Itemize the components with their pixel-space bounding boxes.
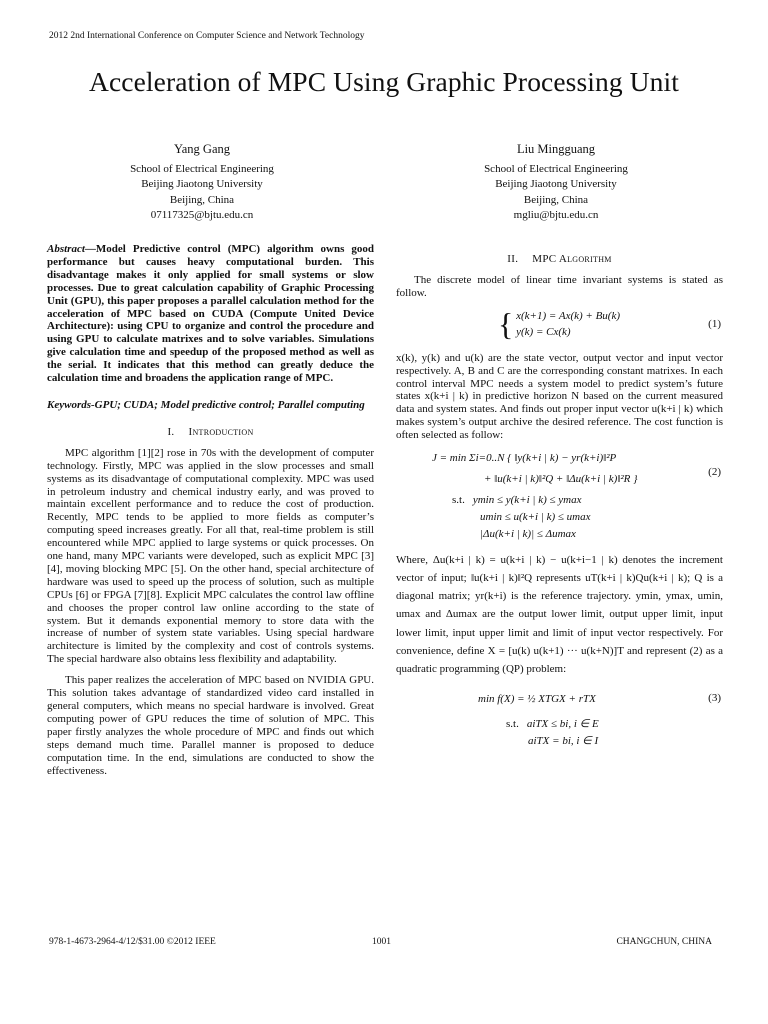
equation-1-line-2: y(k) = Cx(k) xyxy=(516,325,571,338)
intro-paragraph-1: MPC algorithm [1][2] rose in 70s with the development of computer technology. Firstly, MPC was applied in the slow processes and small systems as its disadvantage of computational complexity. MPC was used in petroleum industry and chemical industry early, and was proved to maintain excellent performance and to reduce the cost of production. Recently, MPC tends to be applied to more fields as computer’s computing speed increases greatly. For all that, real-time problem is still encountered while MPC applied to large systems or quick processes. On one hand, many MPC variants were developed, such as explicit MPC [3][4], moving blocking MPC [5]. On the other hand, special architecture of hardware was used to speed up the process of solution, such as multiple CPUs [6] or FPGA [7][8]. Explicit MPC calculates the control law offline and chooses the proper control law online according to the state of system. But it demands exponential memory to store data with the increase of number of system state variables. Using special hardware architecture is limited by the complexity and cost of controls systems. The special hardware also obtains less flexibility and adaptability. xyxy=(47,446,374,666)
author-block-1 xyxy=(92,142,312,224)
constraint-1: aiTX ≤ bi, i ∈ E xyxy=(526,718,599,731)
section-number: II. xyxy=(507,253,519,265)
equation-number: (3) xyxy=(708,692,721,705)
conference-header: 2012 2nd International Conference on Computer Science and Network Technology xyxy=(49,31,365,41)
author-university: Beijing Jiaotong University xyxy=(141,178,263,190)
author-name: Liu Mingguang xyxy=(516,142,596,156)
footer-isbn: 978-1-4673-2964-4/12/$31.00 ©2012 IEEE xyxy=(49,937,216,947)
equation-3-constraints xyxy=(506,716,723,750)
author-location: Beijing, China xyxy=(523,193,589,206)
state-vectors-paragraph: x(k), y(k) and u(k) are the state vector, output vector and input vector respectively. A, B and C are the corresponding constant matrixes. In each control interval MPC needs a system model to predict system’s future states x(k+i | k) in predictive horizon N based on the current measured data and system states. And finds out proper input vector u(k+i | k) which makes system’s output archive the desired reference. The cost function is often selected as follow: xyxy=(396,351,723,442)
subject-to-label: s.t. xyxy=(452,493,465,506)
equation-2-line-1: J = min Σi=0..N { ‖y(k+i | k) − yr(k+i)‖²P xyxy=(432,452,617,465)
section-title: MPC Algorithm xyxy=(532,253,612,265)
equation-1 xyxy=(498,305,723,344)
author-email: 07117325@bjtu.edu.cn xyxy=(150,209,254,221)
section-heading-introduction xyxy=(47,426,374,439)
where-paragraph: Where, Δu(k+i | k) = u(k+i | k) − u(k+i−1 | k) denotes the increment vector of input; ‖u(k+i | k)‖²Q represents uT(k+i | k)Qu(k+i | k); Q is a diagonal matrix; yr(k+i) is the reference trajectory. ymin, ymax, umin, umax and Δumax are the output lower limit, output upper limit, input lower limit, input upper limit and limit of input vector respectively. For convenience, define X = [u(k) u(k+1) ··· u(k+N)]T and represent (2) as a quadratic programming (QP) problem: xyxy=(396,553,723,676)
author-dept: School of Electrical Engineering xyxy=(130,162,274,175)
constraint-2: aiTX = bi, i ∈ I xyxy=(528,735,599,748)
author-dept: School of Electrical Engineering xyxy=(484,162,628,175)
constraint-3: |Δu(k+i | k)| ≤ Δumax xyxy=(480,527,576,540)
right-column xyxy=(396,243,723,758)
equation-3-line-1: min f(X) = ½ XTGX + rTX xyxy=(478,693,596,706)
equation-1-lines xyxy=(516,308,620,340)
paper-title: Acceleration of MPC Using Graphic Processing Unit xyxy=(89,66,679,97)
constraint-1: ymin ≤ y(k+i | k) ≤ ymax xyxy=(472,493,582,506)
author-location: Beijing, China xyxy=(169,193,235,206)
keywords: Keywords-GPU; CUDA; Model predictive control; Parallel computing xyxy=(47,398,365,411)
footer-location: CHANGCHUN, CHINA xyxy=(616,937,712,947)
section-title: Introduction xyxy=(188,425,254,438)
equation-2-line-2: + ‖u(k+i | k)‖²Q + ‖Δu(k+i | k)‖²R } xyxy=(484,472,638,485)
abstract xyxy=(47,243,374,385)
intro-paragraph-2: This paper realizes the acceleration of MPC based on NVIDIA GPU. This solution takes advantage of standardized video card installed in general computers, which means no special hardware is involved. Great computing power of GPU reduces the time of solution of MPC. This paper firstly analyzes the whole procedure of MPC and finds out which steps demand much time. Parallel manner is proposed to deduce computation time. In the end, simulations are conducted to show the effectiveness. xyxy=(47,674,374,777)
abstract-text: —Model Predictive control (MPC) algorithm owns good performance but causes heavy computational burden. This disadvantage makes it only applied for small systems or slow processes. Due to great calculation capability of Graphic Processing Unit (GPU), this paper proposes a parallel calculation method for the acceleration of MPC based on CUDA (Compute United Device Architecture): using CPU to organize and control the procedure and using GPU to calculate matrixes and to solve variables. Simulations give calculation time and speedup of the proposed method as well as the serial. It indicates that this method can greatly deduce the calculation time and broadens the application range of MPC. xyxy=(47,243,374,385)
author-block-2 xyxy=(446,142,666,224)
subject-to-label: s.t. xyxy=(506,718,519,731)
brace-glyph: { xyxy=(498,305,514,342)
footer-page-number: 1001 xyxy=(372,937,391,947)
equation-number: (2) xyxy=(708,466,721,479)
equation-3 xyxy=(396,688,723,750)
author-name: Yang Gang xyxy=(173,142,231,156)
author-email: mgliu@bjtu.edu.cn xyxy=(513,209,599,221)
section-number: I. xyxy=(167,425,175,438)
constraint-2: umin ≤ u(k+i | k) ≤ umax xyxy=(480,510,591,523)
abstract-lead: Abstract xyxy=(47,243,85,255)
mpc-intro-paragraph: The discrete model of linear time invariant systems is stated as follow. xyxy=(396,273,723,299)
left-column xyxy=(47,243,374,777)
equation-2 xyxy=(396,452,723,543)
equation-1-line-1: x(k+1) = Ax(k) + Bu(k) xyxy=(516,309,621,322)
section-heading-mpc-algorithm xyxy=(396,253,723,266)
author-university: Beijing Jiaotong University xyxy=(495,178,617,190)
equation-number: (1) xyxy=(708,317,721,330)
equation-2-constraints xyxy=(452,492,723,543)
